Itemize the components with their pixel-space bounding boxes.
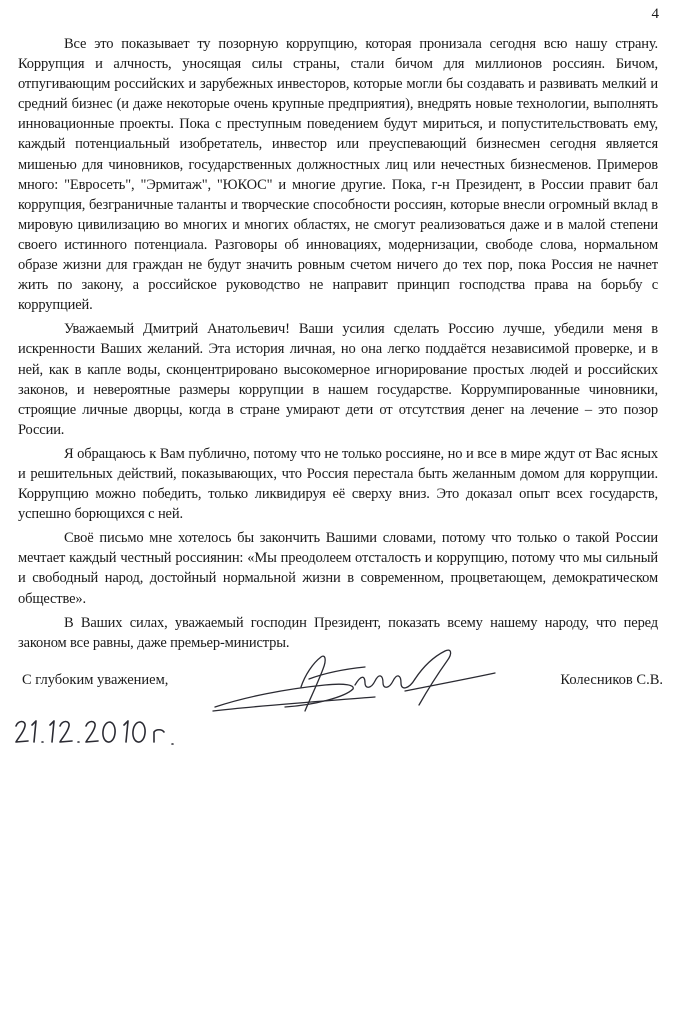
signature-image: [205, 645, 505, 723]
paragraph-2: Уважаемый Дмитрий Анатольевич! Ваши усилия сделать Россию лучше, убедили меня в искренности Ваших желаний. Эта история личная, но она легко поддаётся независимой проверке, и в ней, как в капле воды, сконцентрировано высокомерное игнорирование простых людей и российских законов, и невероятные размеры коррупции в нашем государстве. Коррумпированные чиновники, строящие личные дворцы, когда в стране умирают дети от отсутствия денег на лечение – это позор России.: [18, 321, 658, 438]
paragraph-1: Все это показывает ту позорную коррупцию, которая пронизала сегодня всю нашу страну. Коррупция и алчность, уносящая силы страны, стали бичом для миллионов россиян. Бичом, отпугивающим российских и зарубежных инвесторов, которые могли бы создавать и развивать мелкий и средний бизнес (и даже некоторые очень крупные предприятия), внедрять новые технологии, выполнять инновационные проекты. Пока с преступным поведением будут мириться, и попустительствовать ему, каждый потенциальный изобретатель, инвестор или преуспевающий бизнесмен сегодня является мишенью для чиновников, государственных должностных лиц или нечестных бизнесменов. Примеров много: "Евросеть", "Эрмитаж", "ЮКОС" и многие другие. Пока, г-н Президент, в России правит бал коррупция, безграничные таланты и творческие способности россиян, которые внесли огромный вклад в мировую цивилизацию во многих и многих областях, не смогут реализоваться даже и в малой степени своего истинного потенциала. Разговоры об инновациях, модернизации, свободе слова, нормальном образе жизни для граждан не будут значить ровным счетом ничего до тех пор, пока Россия не начнет жить по закону, а российское руководство не направит принцип господства права на борьбу с коррупцией.: [18, 36, 658, 314]
handwritten-date: [12, 712, 202, 752]
closing-salutation: С глубоким уважением,: [22, 672, 169, 688]
paragraph-5: В Ваших силах, уважаемый господин Президент, показать всему нашему народу, что перед законом все равны, даже премьер-министры.: [18, 614, 658, 651]
page-number: 4: [651, 6, 659, 22]
author-name: Колесников С.В.: [560, 672, 663, 688]
paragraph-3: Я обращаюсь к Вам публично, потому что не только россияне, но и все в мире ждут от Вас ясных и решительных действий, показывающих, что Россия перестала быть желанным домом для коррупции. Коррупцию можно победить, только ликвидируя её сверху вниз. Это доказал опыт всех государств, успешно борющихся с ней.: [18, 445, 658, 523]
letter-body: [18, 34, 658, 657]
paragraph-4: Своё письмо мне хотелось бы закончить Вашими словами, потому что только о такой России мечтает каждый честный россиянин: «Мы преодолеем отсталость и коррупцию, потому что мы сильный и свободный народ, достойный нормальной жизни в современном, процветающем, демократическом обществе».: [18, 530, 658, 607]
